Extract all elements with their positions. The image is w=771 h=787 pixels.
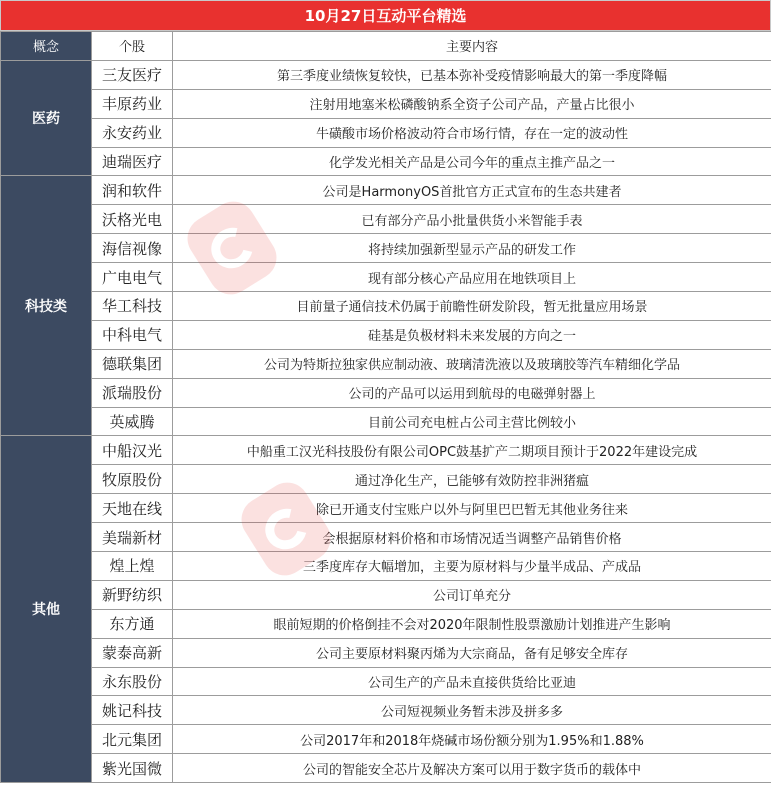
table-row (1, 263, 771, 292)
content-cell: 除已开通支付宝账户以外与阿里巴巴暂无其他业务往来 (173, 494, 771, 523)
table-row (1, 176, 771, 205)
stock-name-cell: 新野纺织 (92, 580, 173, 609)
content-cell: 化学发光相关产品是公司今年的重点主推产品之一 (173, 147, 771, 176)
stock-name-cell: 姚记科技 (92, 696, 173, 725)
stock-name-cell: 中船汉光 (92, 436, 173, 465)
content-cell: 公司短视频业务暂未涉及拼多多 (173, 696, 771, 725)
table-row (1, 696, 771, 725)
stock-name-cell: 英威腾 (92, 407, 173, 436)
stock-name-cell: 迪瑞医疗 (92, 147, 173, 176)
table-row (1, 436, 771, 465)
table-row (1, 60, 771, 89)
table-row (1, 378, 771, 407)
table-row (1, 494, 771, 523)
stock-name-cell: 沃格光电 (92, 205, 173, 234)
stock-name-cell: 丰原药业 (92, 89, 173, 118)
table-row (1, 89, 771, 118)
content-cell: 公司生产的产品未直接供货给比亚迪 (173, 667, 771, 696)
stock-name-cell: 牧原股份 (92, 465, 173, 494)
stock-name-cell: 永东股份 (92, 667, 173, 696)
content-cell: 注射用地塞米松磷酸钠系全资子公司产品，产量占比很小 (173, 89, 771, 118)
content-cell: 已有部分产品小批量供货小米智能手表 (173, 205, 771, 234)
table-row (1, 638, 771, 667)
category-cell: 医药 (1, 60, 92, 176)
table-row (1, 523, 771, 552)
table-row (1, 552, 771, 581)
table-row (1, 320, 771, 349)
content-cell: 公司订单充分 (173, 580, 771, 609)
content-cell: 眼前短期的价格倒挂不会对2020年限制性股票激励计划推进产生影响 (173, 609, 771, 638)
content-cell: 牛磺酸市场价格波动符合市场行情，存在一定的波动性 (173, 118, 771, 147)
content-cell: 公司主要原材料聚丙烯为大宗商品，备有足够安全库存 (173, 638, 771, 667)
stock-name-cell: 煌上煌 (92, 552, 173, 581)
stock-name-cell: 东方通 (92, 609, 173, 638)
table-row (1, 667, 771, 696)
table-row (1, 147, 771, 176)
stock-name-cell: 三友医疗 (92, 60, 173, 89)
content-cell: 现有部分核心产品应用在地铁项目上 (173, 263, 771, 292)
category-cell: 其他 (1, 436, 92, 783)
content-cell: 公司为特斯拉独家供应制动液、玻璃清洗液以及玻璃胶等汽车精细化学品 (173, 349, 771, 378)
content-cell: 三季度库存大幅增加，主要为原材料与少量半成品、产成品 (173, 552, 771, 581)
content-cell: 会根据原材料价格和市场情况适当调整产品销售价格 (173, 523, 771, 552)
stock-name-cell: 广电电气 (92, 263, 173, 292)
content-cell: 第三季度业绩恢复较快，已基本弥补受疫情影响最大的第一季度降幅 (173, 60, 771, 89)
content-cell: 目前量子通信技术仍属于前瞻性研发阶段，暂无批量应用场景 (173, 292, 771, 321)
stock-name-cell: 德联集团 (92, 349, 173, 378)
category-cell: 科技类 (1, 176, 92, 436)
table-row (1, 725, 771, 754)
content-cell: 中船重工汉光科技股份有限公司OPC鼓基扩产二期项目预计于2022年建设完成 (173, 436, 771, 465)
page-title: 10月27日互动平台精选 (0, 0, 771, 31)
content-cell: 公司的产品可以运用到航母的电磁弹射器上 (173, 378, 771, 407)
table-row (1, 205, 771, 234)
table-row (1, 465, 771, 494)
stock-name-cell: 海信视像 (92, 234, 173, 263)
table-row (1, 407, 771, 436)
stock-name-cell: 蒙泰高新 (92, 638, 173, 667)
content-cell: 目前公司充电桩占公司主营比例较小 (173, 407, 771, 436)
content-cell: 将持续加强新型显示产品的研发工作 (173, 234, 771, 263)
table-header-row (1, 32, 771, 61)
stock-name-cell: 天地在线 (92, 494, 173, 523)
header-content: 主要内容 (173, 32, 771, 61)
stock-name-cell: 永安药业 (92, 118, 173, 147)
content-cell: 硅基是负极材料未来发展的方向之一 (173, 320, 771, 349)
table-body (1, 60, 771, 782)
stock-name-cell: 中科电气 (92, 320, 173, 349)
table-row (1, 118, 771, 147)
table-row (1, 234, 771, 263)
table-row (1, 292, 771, 321)
header-category: 概念 (1, 32, 92, 61)
stock-name-cell: 紫光国微 (92, 754, 173, 783)
stock-name-cell: 美瑞新材 (92, 523, 173, 552)
table-row (1, 754, 771, 783)
stock-name-cell: 华工科技 (92, 292, 173, 321)
stock-name-cell: 北元集团 (92, 725, 173, 754)
header-stock: 个股 (92, 32, 173, 61)
table-row (1, 580, 771, 609)
stock-name-cell: 润和软件 (92, 176, 173, 205)
content-cell: 公司是HarmonyOS首批官方正式宣布的生态共建者 (173, 176, 771, 205)
stock-name-cell: 派瑞股份 (92, 378, 173, 407)
content-cell: 公司2017年和2018年烧碱市场份额分别为1.95%和1.88% (173, 725, 771, 754)
table-row (1, 349, 771, 378)
stock-table (0, 31, 771, 783)
content-cell: 公司的智能安全芯片及解决方案可以用于数字货币的载体中 (173, 754, 771, 783)
table-row (1, 609, 771, 638)
content-cell: 通过净化生产，已能够有效防控非洲猪瘟 (173, 465, 771, 494)
